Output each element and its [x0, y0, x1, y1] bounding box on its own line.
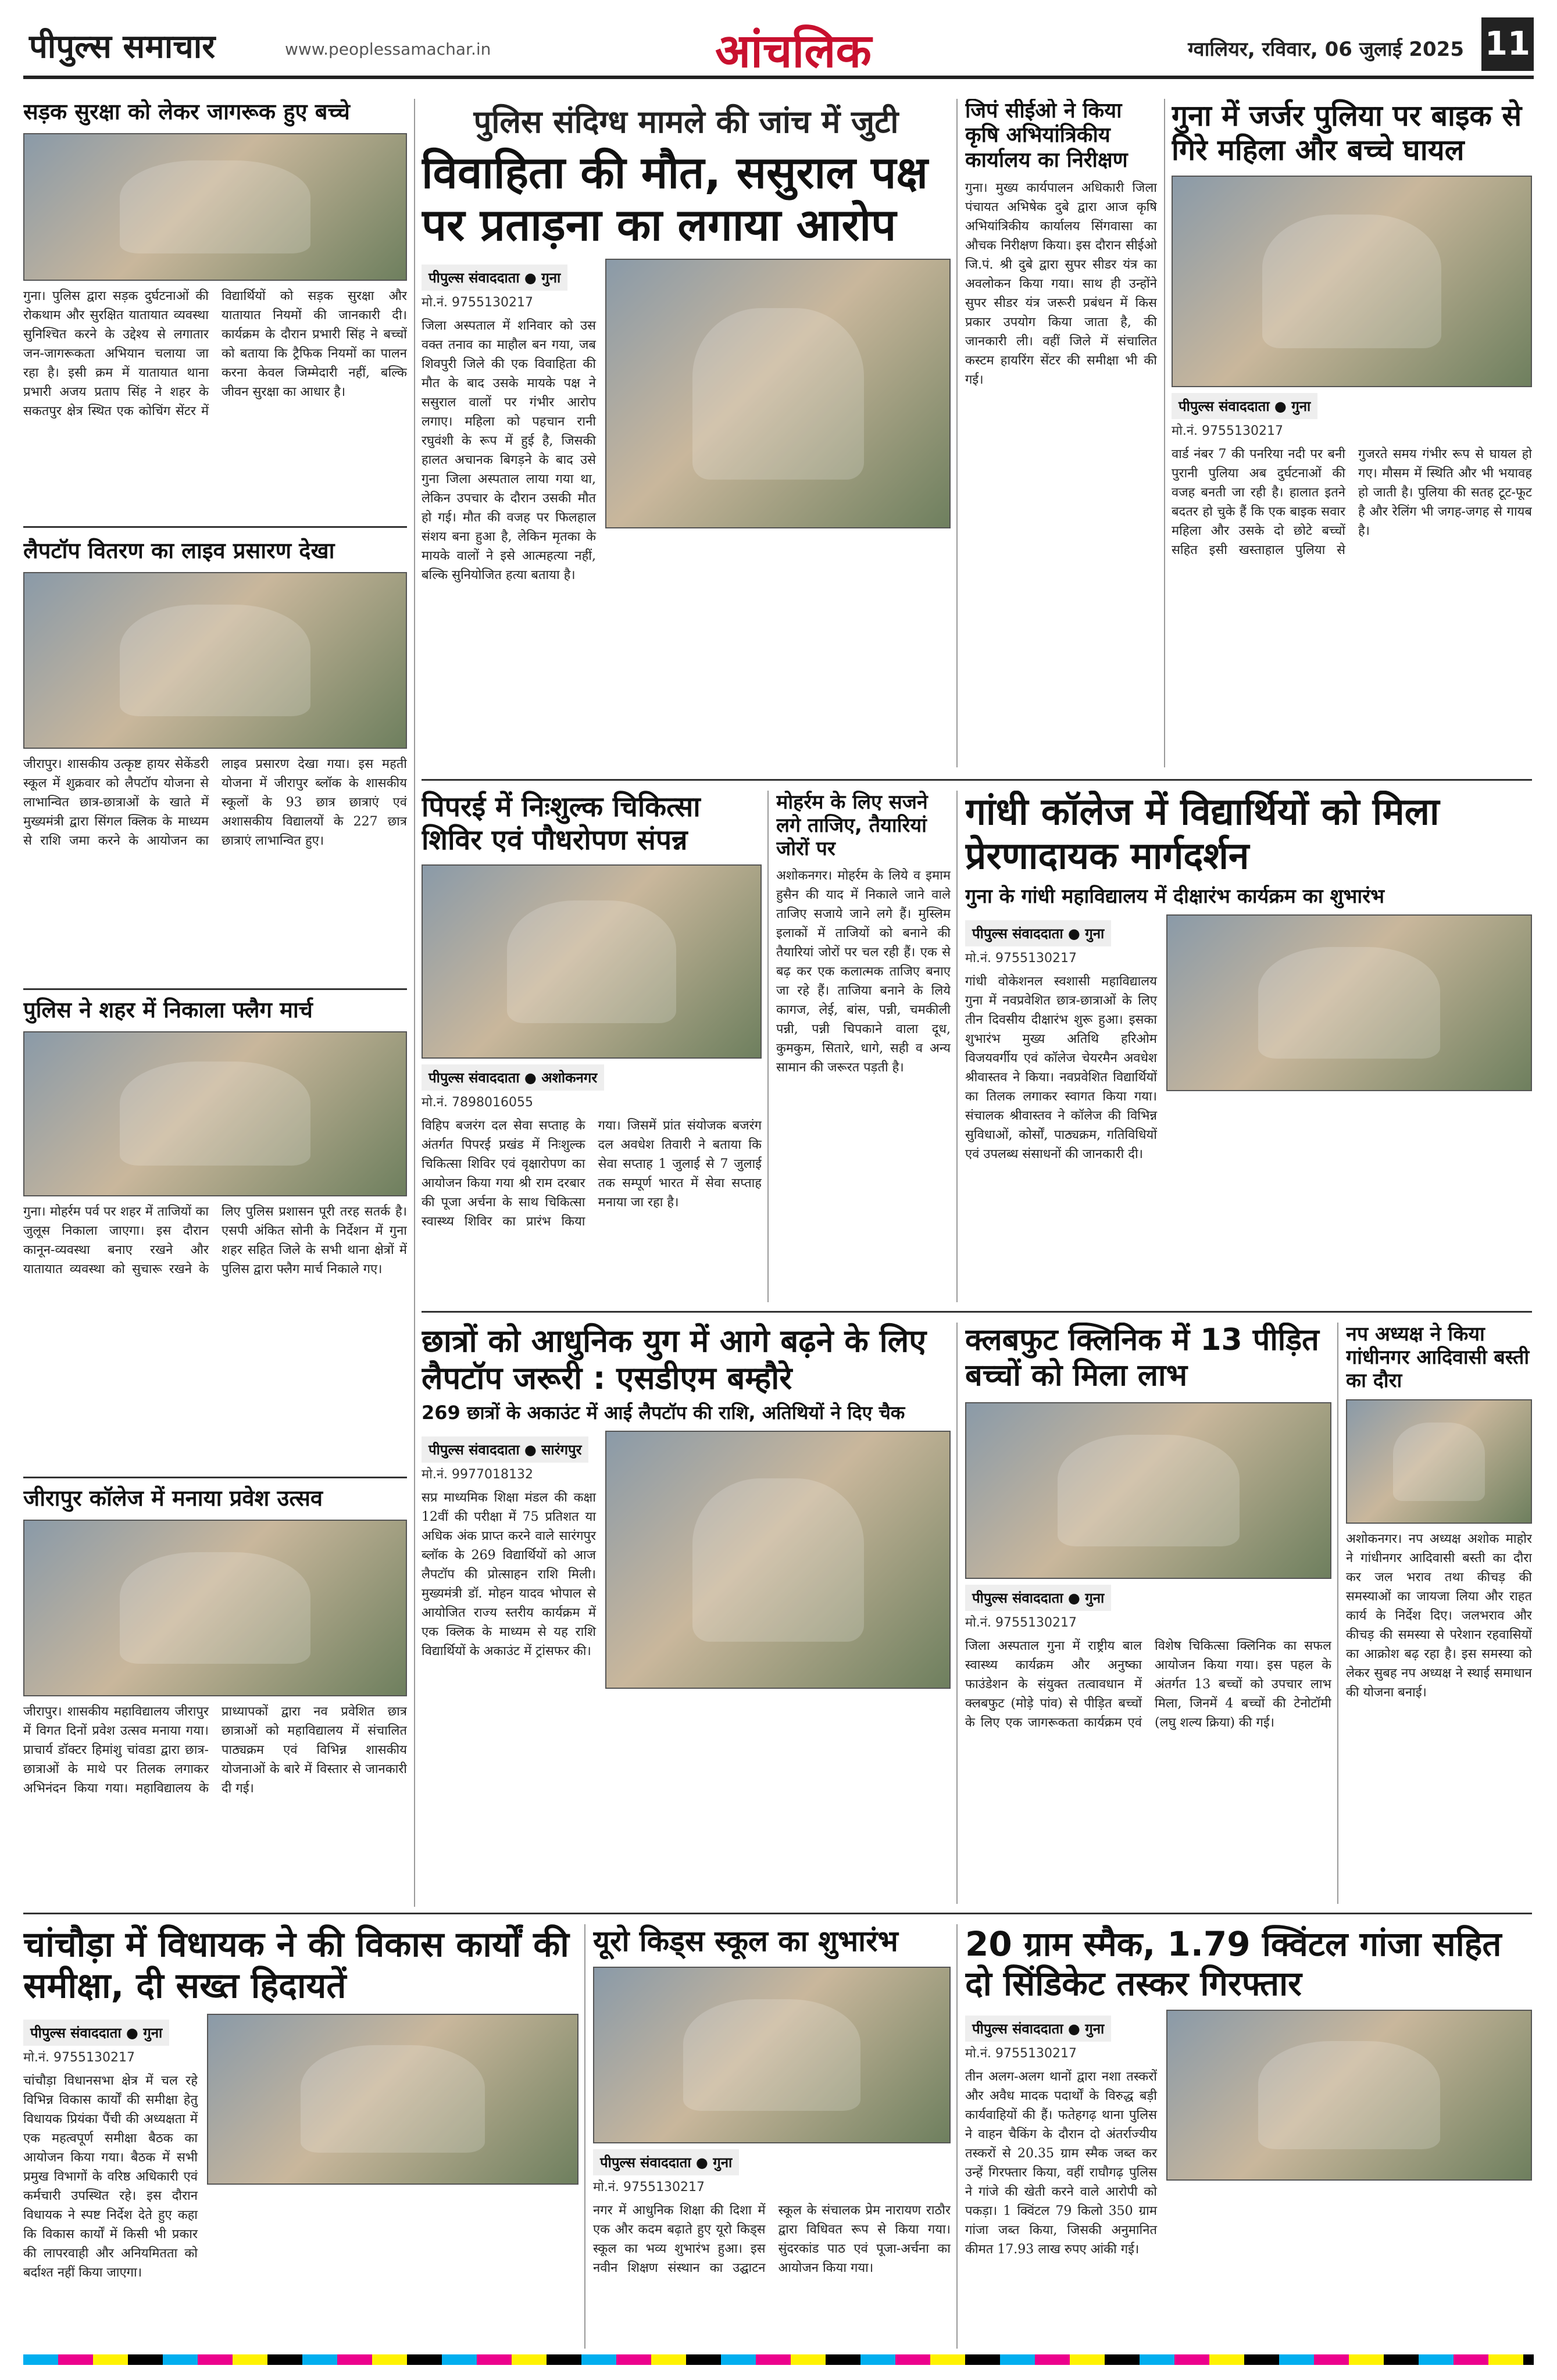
contact-number: मो.नं. 7898016055 [422, 1095, 534, 1110]
photo [605, 259, 951, 528]
headline: विवाहिता की मौत, ससुराल पक्ष पर प्रताड़ना का लगाया आरोप [422, 146, 928, 251]
photo [23, 572, 407, 749]
story-text-column [965, 2010, 1157, 2259]
contact-number: मो.नं. 9755130217 [593, 2180, 705, 2195]
byline: पीपुल्स संवाददाता ● गुना [1172, 393, 1317, 419]
column-rule [584, 1924, 585, 2349]
byline: पीपुल्स संवाददाता ● गुना [965, 2016, 1111, 2042]
story-muharram [776, 791, 951, 1302]
photo [23, 1031, 407, 1196]
story-piprai-camp [422, 791, 762, 1302]
article-body: गांधी वोकेशनल स्वशासी महाविद्यालय गुना में नवप्रवेशित छात्र-छात्राओं के लिए तीन दिवसीय दीक्षारंभ शुरू हुआ। इसका शुभारंभ मुख्य अतिथि हरिओम विजयवर्गीय एवं कॉलेज चेयरमैन अवधेश श्रीवास्तव ने किया। नवप्रवेशित विद्यार्थियों का तिलक लगाकर स्वागत किया गया। संचालक श्रीवास्तव ने कॉलेज की विभिन्न सुविधाओं, कोर्सों, पाठ्यक्रम, गतिविधियों एवं उपलब्ध संसाधनों की जानकारी दी। [965, 974, 1157, 1162]
website-url[interactable]: www.peoplessamachar.in [285, 40, 491, 59]
story-dowry [422, 99, 951, 767]
photo [1166, 2010, 1532, 2181]
headline: सड़क सुरक्षा को लेकर जागरूक हुए बच्चे [23, 99, 350, 124]
photo [207, 2014, 578, 2185]
headline: नप अध्यक्ष ने किया गांधीनगर आदिवासी बस्ती का दौरा [1346, 1323, 1530, 1393]
story-text-column [965, 914, 1157, 1164]
headline: गांधी कॉलेज में विद्यार्थियों को मिला प्रेरणादायक मार्गदर्शन [965, 791, 1440, 878]
story-media-column [605, 259, 951, 585]
headline: पिपरई में निःशुल्क चिकित्सा शिविर एवं पौधरोपण संपन्न [422, 791, 701, 856]
divider [23, 988, 407, 990]
story-text-column [23, 2014, 198, 2282]
contact-number: मो.नं. 9755130217 [1172, 424, 1284, 438]
byline: पीपुल्स संवाददाता ● गुना [422, 265, 567, 291]
column-rule [956, 99, 958, 767]
article-body: जिला अस्पताल में शनिवार को उस वक्त तनाव का माहौल बन गया, जब शिवपुरी जिले की एक विवाहिता की मौत के बाद उसके मायके पक्ष ने ससुराल वालों पर गंभीर आरोप लगाए। महिला को पहचान रानी रघुवंशी के रूप में हुई है, जिसकी हालत अचानक बिगड़ने के बाद उसे गुना जिला अस्पताल लाया गया था, लेकिन उपचार के दौरान उसकी मौत हो गई। मौत की वजह पर फिलहाल संशय बना हुआ है, लेकिन मृतका के मायके वालों ने इसे आत्महत्या नहीं, बल्कि सुनियोजित हत्या बताया है। [422, 319, 596, 583]
byline: पीपुल्स संवाददाता ● गुना [965, 920, 1111, 946]
divider [422, 1311, 1532, 1313]
headline: जीरापुर कॉलेज में मनाया प्रवेश उत्सव [23, 1485, 323, 1511]
color-registration-strip [23, 2354, 1534, 2365]
photo [605, 1431, 951, 1689]
contact-number: मो.नं. 9755130217 [23, 2050, 135, 2065]
story-chachoda [23, 1924, 578, 2349]
section-title: आंचलिक [715, 24, 872, 78]
article-body: वार्ड नंबर 7 की पनरिया नदी पर बनी पुरानी पुलिया अब दुर्घटनाओं की वजह बनती जा रही है। हालात इतने बदतर हो चुके हैं कि एक बाइक सवार महिला और उसके दो छोटे बच्चों सहित इसी खस्ताहाल पुलिया से गुजरते समय गंभीर रूप से घायल हो गए। मौसम में स्थिति और भी भयावह हो जाती है। पुलिया की सतह टूट-फूट है और रेलिंग भी जगह-जगह से गायब है। [1172, 447, 1532, 558]
contact-number: मो.नं. 9755130217 [422, 295, 534, 310]
byline: पीपुल्स संवाददाता ● गुना [965, 1585, 1111, 1611]
photo [1172, 176, 1532, 387]
story-jirapur-college [23, 1485, 407, 1904]
story-media-column [605, 1431, 951, 1689]
photo [23, 1520, 407, 1696]
article-body: जीरापुर। शासकीय उत्कृष्ट हायर सेकेंडरी स्कूल में शुक्रवार को लैपटॉप योजना से लाभान्वित छात्र-छात्राओं के खाते में मुख्यमंत्री द्वारा सिंगल क्लिक के माध्यम से राशि जमा करने के आयोजन का लाइव प्रसारण देखा गया। इस महती योजना में जीरापुर ब्लॉक के शासकीय स्कूलों के 93 छात्र छात्राएं एवं अशासकीय विद्यालयों के 227 छात्र छात्राएं लाभान्वित हुए। [23, 756, 407, 848]
subheadline: गुना के गांधी महाविद्यालय में दीक्षारंभ कार्यक्रम का शुभारंभ [965, 885, 1385, 909]
subheadline: 269 छात्रों के अकाउंट में आई लैपटॉप की राशि, अतिथियों ने दिए चैक [422, 1402, 905, 1424]
dateline: ग्वालियर, रविवार, 06 जुलाई 2025 [1188, 38, 1464, 61]
story-euro-kids [593, 1924, 951, 2349]
divider [23, 1913, 1532, 1914]
headline: गुना में जर्जर पुलिया पर बाइक से गिरे महिला और बच्चे घायल [1172, 99, 1522, 167]
headline: लैपटॉप वितरण का लाइव प्रसारण देखा [23, 538, 335, 563]
headline: चांचौड़ा में विधायक ने की विकास कार्यों की समीक्षा, दी सख्त हिदायतें [23, 1924, 569, 2006]
column-rule [956, 1323, 958, 1904]
photo [422, 864, 762, 1059]
story-flag-march [23, 997, 407, 1474]
article-body: गुना। पुलिस द्वारा सड़क दुर्घटनाओं की रोकथाम और सुरक्षित यातायात व्यवस्था सुनिश्चित करने के उद्देश्य से लगातार जन-जागरूकता अभियान चलाया जा रहा है। इसी क्रम में यातायात थाना प्रभारी अजय प्रताप सिंह ने शहर के सकतपुर क्षेत्र स्थित एक कोचिंग सेंटर में विद्यार्थियों को सड़क सुरक्षा और यातायात नियमों की जानकारी दी। कार्यक्रम के दौरान प्रभारी सिंह ने बच्चों को बताया कि ट्रैफिक नियमों का पालन करना केवल जिम्मेदारी नहीं, बल्कि जीवन सुरक्षा का आधार है। [23, 288, 407, 419]
byline: पीपुल्स संवाददाता ● अशोकनगर [422, 1064, 604, 1091]
contact-number: मो.नं. 9977018132 [422, 1467, 534, 1482]
newspaper-logo: पीपुल्स समाचार [29, 28, 216, 66]
story-media-column [1166, 914, 1532, 1164]
page-number: 11 [1481, 17, 1534, 71]
kicker: पुलिस संदिग्ध मामले की जांच में जुटी [473, 103, 899, 140]
story-media-column [207, 2014, 578, 2282]
article-body: गुना। मुख्य कार्यपालन अधिकारी जिला पंचायत अभिषेक दुबे द्वारा आज कृषि अभियांत्रिकीय कार्यालय सिंगवासा का औचक निरीक्षण किया। इस दौरान सीईओ जि.पं. श्री दुबे द्वारा सुपर सीडर यंत्र का अवलोकन किया गया। साथ ही उन्होंने सुपर सीडर यंत्र जरूरी प्रबंधन में किस प्रकार उपयोग किया जाता है, की जानकारी ली। वहीं जिले में संचालित कस्टम हायरिंग सेंटर की समीक्षा भी की गई। [965, 181, 1157, 388]
headline: मोहर्रम के लिए सजने लगे ताजिए, तैयारियां जोरों पर [776, 791, 928, 861]
photo [965, 1402, 1331, 1579]
byline: पीपुल्स संवाददाता ● सारंगपुर [422, 1436, 588, 1463]
headline: पुलिस ने शहर में निकाला फ्लैग मार्च [23, 997, 313, 1023]
masthead [23, 17, 1534, 79]
column-rule [956, 791, 958, 1302]
story-road-safety [23, 99, 407, 506]
story-media-column [1166, 2010, 1532, 2259]
contact-number: मो.नं. 9755130217 [965, 1615, 1077, 1630]
story-adivasi [1346, 1323, 1532, 1904]
article-body: विहिप बजरंग दल सेवा सप्ताह के अंतर्गत पिपरई प्रखंड में निःशुल्क चिकित्सा शिविर एवं वृक्षारोपण का आयोजन किया गया श्री राम दरबार की पूजा अर्चना के साथ चिकित्सा स्वास्थ्य शिविर का प्रारंभ किया गया। जिसमें प्रांत संयोजक बजरंग दल अवधेश तिवारी ने बताया कि सेवा सप्ताह 1 जुलाई से 7 जुलाई तक सम्पूर्ण भारत में सेवा सप्ताह मनाया जा रहा है। [422, 1118, 762, 1230]
photo [593, 1967, 951, 2143]
story-sdm-laptop [422, 1323, 951, 1904]
story-smack [965, 1924, 1532, 2349]
article-body: अशोकनगर। मोहर्रम के लिये व इमाम हुसैन की याद में निकाले जाने वाले ताजिए सजाये जाने लगे हैं। मुस्लिम इलाकों में ताजियों को बनाने की तैयारियां जोरों पर चल रही हैं। एक से बढ़ कर एक कलात्मक ताजिए बनाए जा रहे हैं। ताजिया बनाने के लिये कागज, लेई, बांस, पन्नी, चमकीली पन्नी, पन्नी चिपकाने वाला दूध, कुमकुम, सितारे, धागे, सही व अन्य सामान की जरूरत पड़ती है। [776, 869, 951, 1075]
story-guna-bridge [1172, 99, 1532, 767]
divider [422, 779, 1532, 781]
headline: यूरो किड्स स्कूल का शुभारंभ [593, 1924, 898, 1958]
article-body: नगर में आधुनिक शिक्षा की दिशा में एक और कदम बढ़ाते हुए यूरो किड्स स्कूल का भव्य शुभारंभ हुआ। इस नवीन शिक्षण संस्थान का उद्घाटन स्कूल के संचालक प्रेम नारायण राठौर द्वारा विधिवत रूप से किया गया। सुंदरकांड पाठ एवं पूजा-अर्चना का आयोजन किया गया। [593, 2203, 951, 2275]
photo [1346, 1399, 1532, 1524]
contact-number: मो.नं. 9755130217 [965, 2046, 1077, 2061]
photo [23, 133, 407, 281]
article-body: जीरापुर। शासकीय महाविद्यालय जीरापुर में विगत दिनों प्रवेश उत्सव मनाया गया। प्राचार्य डॉक्टर हिमांशु चांवडा द्वारा छात्र-छात्राओं के माथे पर तिलक लगाकर अभिनंदन किया गया। महाविद्यालय के प्राध्यापकों द्वारा नव प्रवेशित छात्र छात्राओं को महाविद्यालय में संचालित पाठ्यक्रम एवं विभिन्न शासकीय योजनाओं के बारे में विस्तार से जानकारी दी गई। [23, 1704, 407, 1796]
column-rule [1337, 1323, 1338, 1904]
story-layout [422, 1431, 951, 1689]
article-body: जिला अस्पताल गुना में राष्ट्रीय बाल स्वास्थ्य कार्यक्रम और अनुष्का फाउंडेशन के संयुक्त तत्वावधान में क्लबफुट (मोड़े पांव) से पीड़ित बच्चों के लिए एक जागरूकता कार्यक्रम एवं विशेष चिकित्सा क्लिनिक का सफल आयोजन किया गया। इस पहल के अंतर्गत 13 बच्चों को उपचार लाभ मिला, जिनमें 4 बच्चों की टेनोटॉमी (लघु शल्य क्रिया) की गई। [965, 1638, 1331, 1730]
story-text-column [422, 1431, 596, 1689]
story-clubfoot [965, 1323, 1331, 1904]
divider [23, 526, 407, 528]
headline: जिपं सीईओ ने किया कृषि अभियांत्रिकीय कार्यालय का निरीक्षण [965, 99, 1128, 172]
column-rule [767, 791, 769, 1302]
headline: क्लबफुट क्लिनिक में 13 पीड़ित बच्चों को मिला लाभ [965, 1323, 1319, 1393]
column-rule [956, 1924, 958, 2349]
article-body: अशोकनगर। नप अध्यक्ष अशोक माहोर ने गांधीनगर आदिवासी बस्ती का दौरा कर जल भराव तथा कीचड़ की समस्याओं का जायजा लिया और राहत कार्य के निर्देश दिए। जलभराव और कीचड़ की समस्या से परेशान रहवासियों का आक्रोश बढ़ रहा है। इस समस्या को लेकर सुबह नप अध्यक्ष ने स्थाई समाधान की योजना बनाई। [1346, 1532, 1532, 1700]
article-body: तीन अलग-अलग थानों द्वारा नशा तस्करों और अवैध मादक पदार्थों के विरुद्ध बड़ी कार्यवाहियों की हैं। फतेहगढ़ थाना पुलिस ने वाहन चैकिंग के दौरान दो अंतर्राज्यीय तस्करों से 20.35 ग्राम स्मैक जब्त कर उन्हें गिरफ्तार किया, वहीं राघौगढ़ पुलिस ने गांजे की खेती करने वाले आरोपी को पकड़ा। 1 क्विंटल 79 किलो 350 ग्राम गांजा जब्त किया, जिसकी अनुमानित कीमत 17.93 लाख रुपए आंकी गई। [965, 2069, 1157, 2257]
column-rule [1164, 99, 1165, 767]
headline: छात्रों को आधुनिक युग में आगे बढ़ने के लिए लैपटॉप जरूरी : एसडीएम बम्हौरे [422, 1323, 927, 1396]
story-gandhi-college [965, 791, 1532, 1302]
story-laptop-live [23, 538, 407, 985]
story-layout [965, 2010, 1532, 2259]
headline: 20 ग्राम स्मैक, 1.79 क्विंटल गांजा सहित दो सिंडिकेट तस्कर गिरफ्तार [965, 1924, 1502, 2004]
story-layout [422, 259, 951, 585]
byline: पीपुल्स संवाददाता ● गुना [593, 2149, 739, 2175]
column-rule [414, 99, 415, 1907]
story-layout [965, 914, 1532, 1164]
story-text-column [422, 259, 596, 585]
divider [23, 1477, 407, 1478]
photo [1166, 914, 1532, 1091]
article-body: चांचौड़ा विधानसभा क्षेत्र में चल रहे विभिन्न विकास कार्यों की समीक्षा हेतु विधायक प्रियंका पैंची की अध्यक्षता में एक महत्वपूर्ण समीक्षा बैठक का आयोजन किया गया। बैठक में सभी प्रमुख विभागों के वरिष्ठ अधिकारी एवं कर्मचारी उपस्थित रहे। इस दौरान विधायक ने स्पष्ट निर्देश देते हुए कहा कि विकास कार्यों में किसी भी प्रकार की लापरवाही और अनियमितता को बर्दाश्त नहीं किया जाएगा। [23, 2073, 198, 2280]
byline: पीपुल्स संवाददाता ● गुना [23, 2020, 169, 2046]
story-zila-ceo [965, 99, 1157, 767]
article-body: सप्र माध्यमिक शिक्षा मंडल की कक्षा 12वीं की परीक्षा में 75 प्रतिशत या अधिक अंक प्राप्त करने वाले सारंगपुर ब्लॉक के 269 विद्यार्थियों को आज लैपटॉप की प्रोत्साहन राशि मिली। मुख्यमंत्री डॉ. मोहन यादव भोपाल से आयोजित राज्य स्तरीय कार्यक्रम में एक क्लिक के माध्यम से यह राशि विद्यार्थियों के अकाउंट में ट्रांसफर की। [422, 1491, 596, 1659]
contact-number: मो.नं. 9755130217 [965, 951, 1077, 966]
story-layout [23, 2014, 578, 2282]
article-body: गुना। मोहर्रम पर्व पर शहर में ताजियों का जुलूस निकाला जाएगा। इस दौरान कानून-व्यवस्था बनाए रखने और यातायात व्यवस्था को सुचारू रखने के लिए पुलिस प्रशासन पूरी तरह सतर्क है। एसपी अंकित सोनी के निर्देशन में गुना शहर सहित जिले के सभी थाना क्षेत्रों में पुलिस द्वारा फ्लैग मार्च निकाले गए। [23, 1204, 407, 1277]
